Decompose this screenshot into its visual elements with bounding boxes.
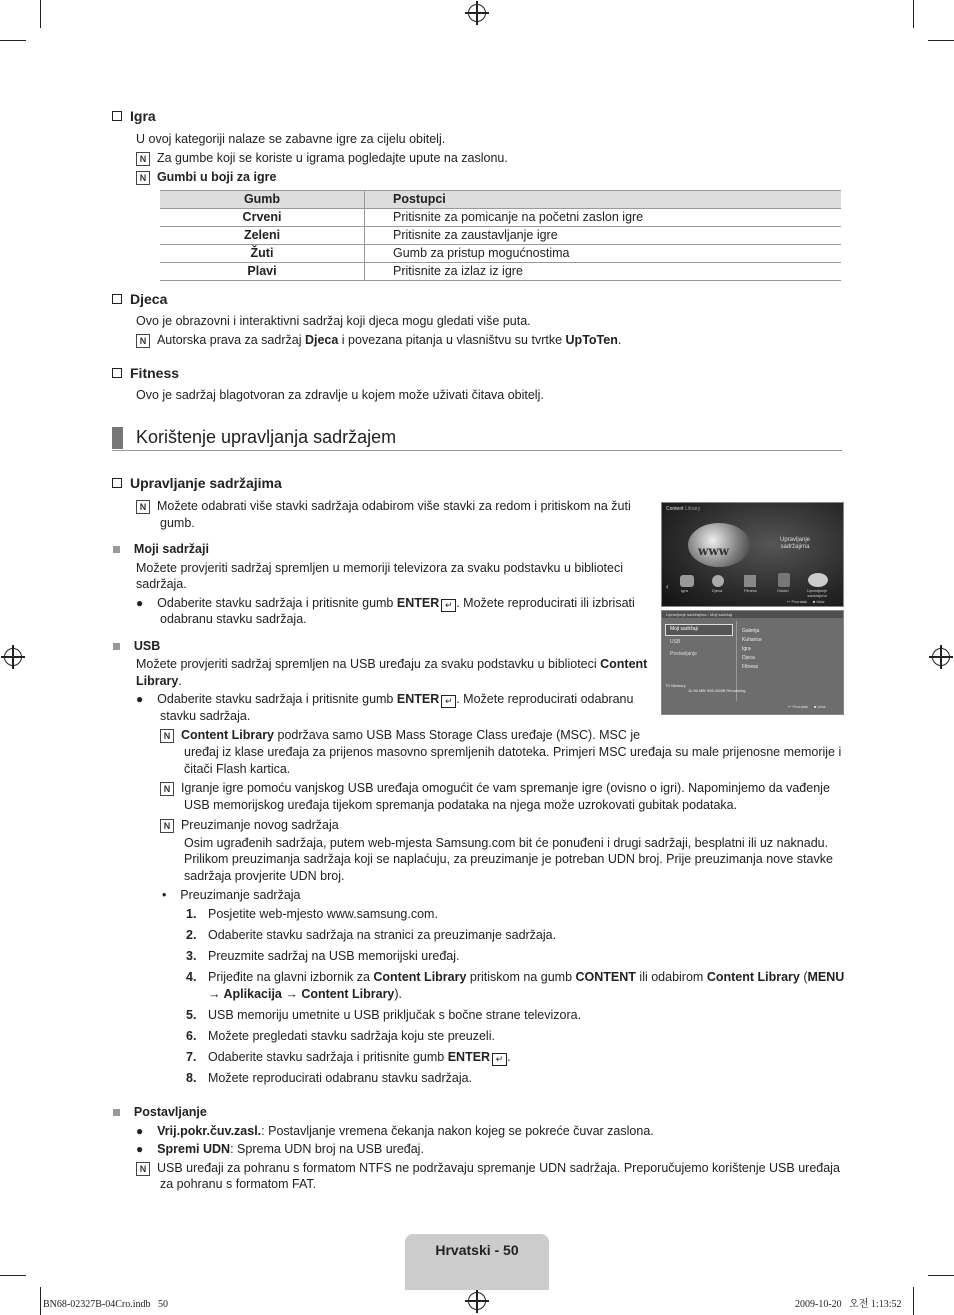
step-3: 3. Preuzmite sadržaj na USB memorijski uređaj. [186, 949, 460, 963]
moji-text-cont: sadržaja. [136, 577, 187, 591]
note-icon: N [136, 334, 150, 348]
registration-mark-icon [932, 648, 950, 666]
game-buttons-table [160, 190, 841, 281]
game-icon [680, 575, 694, 587]
igra-description: U ovoj kategoriji nalaze se zabavne igre za cijelu obitelj. [136, 132, 446, 146]
usb-text: Možete provjeriti sadržaj spremljen na USB uređaju za svaku podstavku u biblioteci Content [136, 657, 648, 671]
manage-icon [808, 573, 828, 587]
step-4: 4. Prijeđite na glavni izbornik za Content Library pritiskom na gumb CONTENT ili odabirom Content Library (MENU [186, 970, 845, 984]
usb-note-1-l2: uređaj iz klase uređaja za prijenos masovno spremljenih datoteka. Primjeri MSC uređaja su male prijenosne memorije i [184, 745, 842, 759]
moji-heading: Moji sadržaji [113, 541, 209, 558]
content-library-screenshot: Content Library www Upravljanje sadržajima ‹ Igra Djeca Fitness Ostalo Upravljanje sadržajima ↩ Povratak ■ Izlaz [661, 502, 844, 607]
table-row: Zeleni Pritisnite za zaustavljanje igre [160, 227, 841, 245]
igra-heading: Igra [112, 108, 156, 125]
moji-text: Možete provjeriti sadržaj spremljen u memoriji televizora za svaku podstavku u biblioteci [136, 561, 624, 575]
note-icon: N [160, 729, 174, 743]
step-2: 2. Odaberite stavku sadržaja na stranici za preuzimanje sadržaja. [186, 928, 557, 942]
my-contents-screenshot [661, 610, 844, 715]
usb-bullet-cont: stavku sadržaja. [160, 709, 251, 723]
post-bullet-2: ● Spremi UDN: Sprema UDN broj na USB uređaj. [136, 1142, 424, 1156]
note-icon: N [136, 171, 150, 185]
note-icon: N [160, 819, 174, 833]
usb-note-3-l2: Osim ugrađenih sadržaja, putem web-mjesta Samsung.com bit će ponuđeni i drugi sadržaji, besplatni ili uz naknadu. [184, 836, 829, 850]
post-bullet-1: ● Vrij.pokr.čuv.zasl.: Postavljanje vremena čekanja nakon kojeg se pokreće čuvar zaslona. [136, 1124, 654, 1138]
moji-bullet: ● Odaberite stavku sadržaja i pritisnite gumb ENTER ↵ . Možete reproducirati ili izbrisati [136, 596, 635, 610]
section-divider [112, 450, 842, 451]
fitness-description: Ovo je sadržaj blagotvoran za zdravlje u kojem može uživati čitava obitelj. [136, 388, 544, 402]
screen2-header: Upravljanje sadržajima › Moji sadržaji [662, 611, 844, 618]
memory-label: TV Memory [665, 683, 686, 688]
enter-icon: ↵ [492, 1053, 507, 1066]
step-5: 5. USB memoriju umetnite u USB priključak s bočne strane televizora. [186, 1008, 582, 1022]
screen2-footer: ↩ Povratak ■ Izlaz [788, 704, 826, 709]
post-note-cont: za pohranu s formatom FAT. [160, 1177, 317, 1191]
table-row: Crveni Pritisnite za pomicanje na početni zaslon igre [160, 209, 841, 227]
screen1-footer: ↩ Povratak ■ Izlaz [787, 599, 825, 604]
usb-heading: USB [113, 638, 160, 655]
kids-icon [712, 575, 724, 587]
igra-note-colors: N Gumbi u boji za igre [136, 169, 276, 186]
screen2-left-item: USB [670, 639, 681, 645]
igra-note: N Za gumbe koji se koriste u igrama pogledajte upute na zaslonu. [136, 150, 508, 167]
usb-note-3-l3: Prilikom preuzimanja sadržaja koji se naplaćuju, za preuzimanje je potreban UDN broj. Prije preuzimanja nove stavke [184, 852, 833, 866]
usb-bullet: ● Odaberite stavku sadržaja i pritisnite gumb ENTER ↵ . Možete reproducirati odabranu [136, 692, 634, 706]
square-bullet-icon [113, 643, 120, 650]
screen2-left-item: Postavljanje [670, 651, 697, 657]
step-7: 7. Odaberite stavku sadržaja i pritisnite gumb ENTER ↵ . [186, 1050, 511, 1064]
memory-value: 11.96 MB/ 998.00MB Remaining [688, 688, 746, 693]
file-name: BN68-02327B-04Cro.indb 50 [43, 1299, 168, 1310]
page-label-tab [405, 1234, 549, 1290]
print-date: 2009-10-20 오전 1:13:52 [795, 1299, 902, 1310]
screen1-center-label: Upravljanje sadržajima [779, 537, 810, 550]
screen1-header: Content Library [666, 506, 701, 512]
other-icon [778, 573, 790, 587]
note-icon: N [160, 782, 174, 796]
checkbox-bullet-icon [112, 368, 122, 378]
usb-note-3: N Preuzimanje novog sadržaja [160, 817, 339, 834]
table-row: Žuti Gumb za pristup mogućnostima [160, 245, 841, 263]
page-label: Hrvatski - 50 [435, 1242, 519, 1258]
usb-note-3-l4: sadržaja provjerite UDN broj. [184, 869, 345, 883]
note-icon: N [136, 1162, 150, 1176]
enter-icon: ↵ [441, 695, 456, 708]
www-globe-icon: www [688, 523, 750, 567]
square-bullet-icon [113, 546, 120, 553]
checkbox-bullet-icon [112, 478, 122, 488]
upravljanje-note: N Možete odabrati više stavki sadržaja odabirom više stavki za redom i pritiskom na žuti [136, 498, 631, 515]
usb-text-cont: Library. [136, 674, 182, 688]
usb-note-1: N Content Library podržava samo USB Mass Storage Class uređaje (MSC). MSC je [160, 727, 640, 744]
djeca-note: N Autorska prava za sadržaj Djeca i povezana pitanja u vlasništvu su tvrtke UpToTen. [136, 332, 621, 349]
section-marker [112, 427, 123, 449]
upravljanje-heading: Upravljanje sadržajima [112, 475, 282, 492]
screen2-right-list: Galerija Kuharice Igra Djeca Fitness [742, 628, 762, 670]
section-title: Korištenje upravljanja sadržajem [136, 427, 397, 447]
left-arrow-icon: ‹ [666, 582, 669, 591]
note-icon: N [136, 152, 150, 166]
step-8: 8. Možete reproducirati odabranu stavku sadržaja. [186, 1071, 473, 1085]
step-6: 6. Možete pregledati stavku sadržaja koju ste preuzeli. [186, 1029, 495, 1043]
enter-icon: ↵ [441, 599, 456, 612]
fitness-heading: Fitness [112, 365, 179, 382]
postavljanje-heading: Postavljanje [113, 1104, 207, 1121]
screen2-left-item: Moji sadržaji [670, 626, 698, 632]
checkbox-bullet-icon [112, 294, 122, 304]
download-bullet: • Preuzimanje sadržaja [162, 888, 301, 902]
step-1: 1. Posjetite web-mjesto www.samsung.com. [186, 907, 438, 921]
post-note: N USB uređaji za pohranu s formatom NTFS ne podržavaju spremanje UDN sadržaja. Preporučujemo korištenje USB uređaja [136, 1160, 840, 1177]
registration-mark-icon [468, 4, 486, 22]
usb-note-2: N Igranje igre pomoću vanjskog USB uređaja omogućit će vam spremanje igre (ovisno o igri). Napominjemo da vađenje [160, 780, 830, 797]
moji-bullet-cont: odabranu stavku sadržaja. [160, 612, 307, 626]
registration-mark-icon [468, 1292, 486, 1310]
djeca-heading: Djeca [112, 291, 167, 308]
table-row: Plavi Pritisnite za izlaz iz igre [160, 263, 841, 281]
upravljanje-note-cont: gumb. [160, 516, 195, 530]
square-bullet-icon [113, 1109, 120, 1116]
usb-note-1-l3: čitači Flash kartica. [184, 762, 291, 776]
table-header-row: Gumb Postupci [160, 191, 841, 209]
registration-mark-icon [4, 648, 22, 666]
djeca-description: Ovo je obrazovni i interaktivni sadržaj koji djeca mogu gledati više puta. [136, 314, 531, 328]
note-icon: N [136, 500, 150, 514]
checkbox-bullet-icon [112, 111, 122, 121]
step-4-cont: → Aplikacija → Content Library). [208, 987, 403, 1001]
fitness-icon [744, 575, 756, 587]
usb-note-2-l2: USB memorijskog uređaja tijekom spremanja podataka na njega može uzrokovati gubitak podataka. [184, 798, 738, 812]
